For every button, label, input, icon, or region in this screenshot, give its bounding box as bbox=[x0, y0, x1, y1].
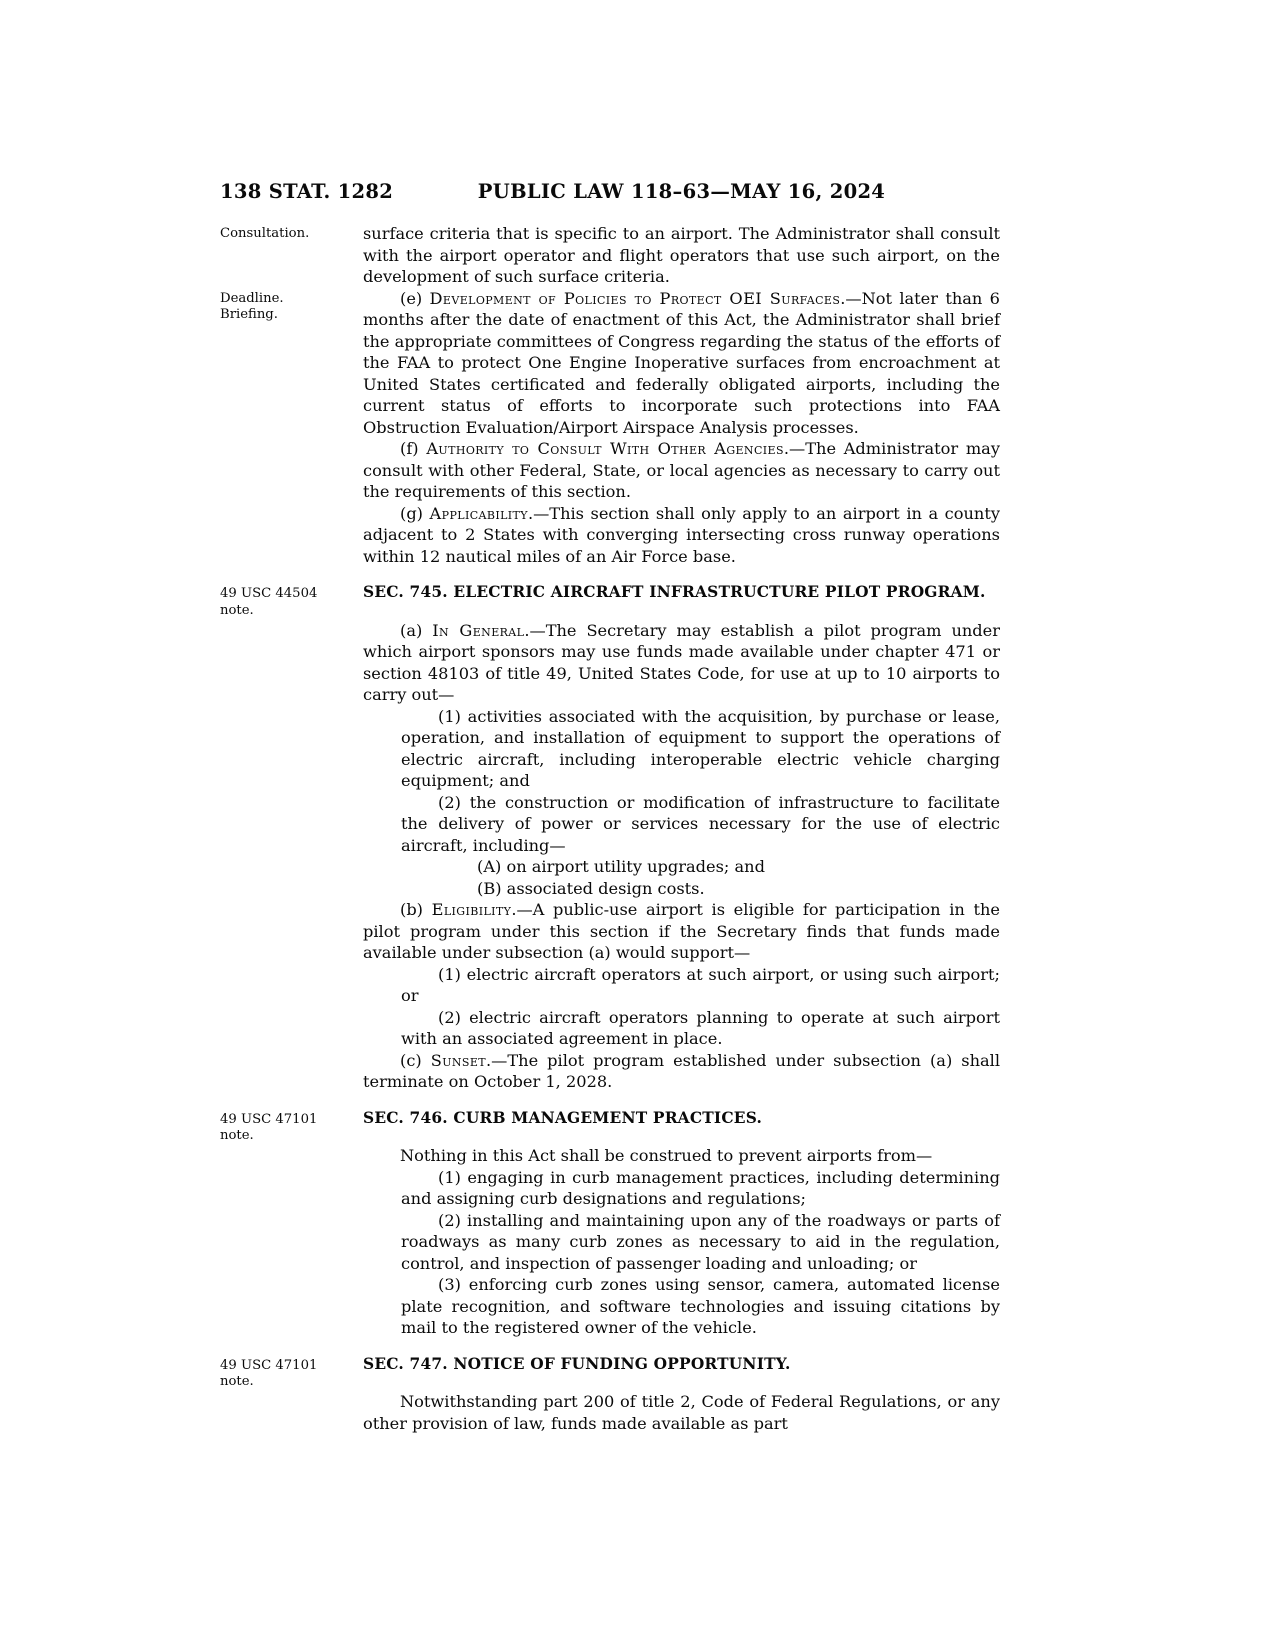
text-run: (B) associated design costs. bbox=[477, 878, 705, 898]
paragraph bbox=[363, 438, 1000, 503]
text-run: (1) engaging in curb management practices, including determining and assigning curb designations and regulations; bbox=[401, 1167, 1000, 1209]
text-run: Nothing in this Act shall be construed to prevent airports from— bbox=[400, 1146, 933, 1166]
law-title: PUBLIC LAW 118–63—MAY 16, 2024 bbox=[477, 180, 886, 203]
margin-note-line: 49 USC 44504 bbox=[220, 586, 318, 601]
paragraph bbox=[363, 1274, 1000, 1339]
margin-note-line: 49 USC 47101 bbox=[220, 1357, 318, 1373]
stat-page-number: 138 STAT. 1282 bbox=[220, 180, 394, 203]
margin-note-spacer bbox=[220, 899, 363, 964]
running-header bbox=[220, 180, 1002, 203]
small-caps-term: Sunset bbox=[430, 1050, 487, 1070]
paragraph bbox=[363, 1145, 1000, 1167]
margin-note-spacer bbox=[220, 1007, 363, 1050]
margin-note-spacer bbox=[220, 878, 363, 900]
paragraph bbox=[363, 856, 1000, 878]
paragraph bbox=[363, 964, 1000, 1007]
paragraph bbox=[363, 223, 1000, 288]
paragraph bbox=[363, 1391, 1000, 1434]
margin-note-spacer bbox=[220, 1391, 363, 1434]
paragraph bbox=[363, 1007, 1000, 1050]
paragraph bbox=[363, 620, 1000, 706]
margin-note-spacer bbox=[220, 1274, 363, 1339]
margin-note-spacer bbox=[220, 1210, 363, 1275]
text-run: (a) bbox=[400, 620, 433, 640]
margin-note-line: Deadline. bbox=[220, 290, 284, 306]
margin-note-spacer bbox=[220, 620, 363, 706]
margin-note-spacer bbox=[220, 1050, 363, 1093]
margin-note bbox=[220, 1093, 363, 1146]
text-run: .—Not later than 6 months after the date of enactment of this Act, the Administrator shall brief the appropriate committees of Congress regarding the status of the efforts of the FAA to protect One Engine Inoperative surfaces from encroachment at United States certificated and federally obligated airports, including the current status of efforts to incorporate such protections into FAA Obstruction Evaluation/Airport Airspace Analysis processes. bbox=[363, 288, 1000, 437]
paragraph bbox=[363, 1050, 1000, 1093]
small-caps-term: In General bbox=[432, 620, 525, 640]
margin-note-spacer bbox=[220, 964, 363, 1007]
text-run: (1) electric aircraft operators at such airport, or using such airport; or bbox=[401, 964, 1000, 1006]
margin-note-line: note. bbox=[220, 1374, 254, 1390]
section-heading: SEC. 747. NOTICE OF FUNDING OPPORTUNITY. bbox=[363, 1354, 791, 1373]
text-run: (e) bbox=[400, 288, 430, 308]
text-run: (3) enforcing curb zones using sensor, camera, automated license plate recognition, and software technologies and issuing citations by mail to the registered owner of the vehicle. bbox=[401, 1275, 1000, 1338]
margin-note bbox=[220, 567, 363, 620]
text-run: (f) bbox=[400, 439, 427, 458]
margin-note bbox=[220, 288, 363, 439]
paragraph bbox=[363, 1167, 1000, 1210]
small-caps-term: Applicability bbox=[429, 503, 528, 523]
text-run: (b) bbox=[400, 900, 432, 920]
text-run: (1) activities associated with the acquisition, by purchase or lease, operation, and installation of equipment to support the operations of electric aircraft, including interoperable electric vehicle charging equipment; and bbox=[401, 706, 1000, 791]
section-heading: SEC. 746. CURB MANAGEMENT PRACTICES. bbox=[363, 1108, 763, 1127]
document-grid bbox=[220, 223, 1002, 1434]
paragraph bbox=[363, 288, 1000, 439]
margin-note bbox=[220, 223, 363, 288]
paragraph bbox=[363, 503, 1000, 568]
margin-note-spacer bbox=[220, 1167, 363, 1210]
small-caps-term: Authority to Consult With Other Agencies bbox=[426, 439, 784, 458]
margin-note-spacer bbox=[220, 792, 363, 857]
margin-note-line: 49 USC 47101 bbox=[220, 1111, 318, 1127]
text-run: .—The Administrator may consult with other Federal, State, or local agencies as necessary to carry out the requirements of this section. bbox=[363, 439, 1000, 501]
paragraph bbox=[363, 878, 1000, 900]
text-run: .—The Secretary may establish a pilot program under which airport sponsors may use funds made available under chapter 471 or section 48103 of title 49, United States Code, for use at up to 10 airports to carry out— bbox=[363, 620, 1000, 705]
page-content bbox=[220, 180, 1002, 1434]
margin-note-line: Briefing. bbox=[220, 307, 278, 323]
margin-note-line: note. bbox=[220, 602, 254, 618]
text-run: (2) the construction or modification of infrastructure to facilitate the delivery of power or services necessary for the use of electric aircraft, including— bbox=[401, 792, 1000, 855]
margin-note-line: Consultation. bbox=[220, 226, 310, 241]
text-run: Notwithstanding part 200 of title 2, Code of Federal Regulations, or any other provision of law, funds made available as part bbox=[363, 1392, 1000, 1433]
text-run: .—A public-use airport is eligible for participation in the pilot program under this section if the Secretary finds that funds made available under subsection (a) would support— bbox=[363, 900, 1000, 963]
text-run: (2) electric aircraft operators planning to operate at such airport with an associated agreement in place. bbox=[401, 1007, 1000, 1049]
text-run: .—This section shall only apply to an airport in a county adjacent to 2 States with converging intersecting cross runway operations within 12 nautical miles of an Air Force base. bbox=[363, 503, 1000, 566]
paragraph bbox=[363, 1210, 1000, 1275]
text-run: .—The pilot program established under subsection (a) shall terminate on October 1, 2028. bbox=[363, 1050, 1001, 1092]
margin-note-spacer bbox=[220, 438, 363, 503]
text-run: (g) bbox=[400, 503, 430, 523]
paragraph bbox=[363, 792, 1000, 857]
text-run: (c) bbox=[400, 1050, 431, 1070]
section-heading: SEC. 745. ELECTRIC AIRCRAFT INFRASTRUCTURE PILOT PROGRAM. bbox=[363, 583, 986, 601]
paragraph bbox=[363, 899, 1000, 964]
small-caps-term: Development of Policies to Protect OEI Surfaces bbox=[429, 288, 841, 308]
margin-note-spacer bbox=[220, 856, 363, 878]
text-run: surface criteria that is specific to an airport. The Administrator shall consult with the airport operator and flight operators that use such airport, on the development of such surface criteria. bbox=[363, 224, 1000, 286]
margin-note-spacer bbox=[220, 706, 363, 792]
margin-note-spacer bbox=[220, 503, 363, 568]
small-caps-term: Eligibility bbox=[431, 900, 512, 920]
text-run: (A) on airport utility upgrades; and bbox=[477, 857, 765, 877]
margin-note-line: note. bbox=[220, 1128, 254, 1144]
paragraph bbox=[363, 706, 1000, 792]
text-run: (2) installing and maintaining upon any of the roadways or parts of roadways as many curb zones as necessary to aid in the regulation, control, and inspection of passenger loading and unloading; or bbox=[401, 1210, 1000, 1273]
margin-note-spacer bbox=[220, 1145, 363, 1167]
margin-note bbox=[220, 1339, 363, 1392]
